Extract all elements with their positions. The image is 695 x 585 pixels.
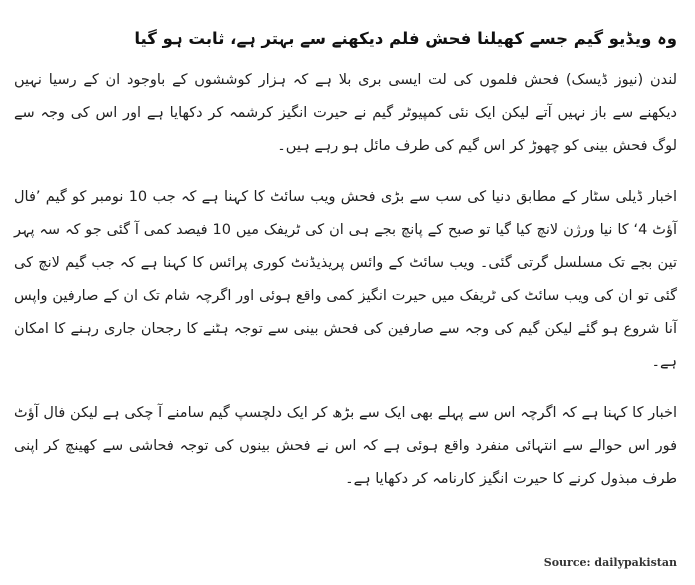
article-headline: وہ ویڈیو گیم جسے کھیلنا فحش فلم دیکھنے سے بہتر ہے، ثابت ہو گیا <box>134 29 677 48</box>
article-paragraph-2: اخبار ڈیلی سٹار کے مطابق دنیا کی سب سے بڑی فحش ویب سائٹ کا کہنا ہے کہ جب 10 نومبر کو گیم ’فال آؤٹ 4‘ کا نیا ورژن لانچ کیا گیا تو صبح کے پانچ بجے ہی ان کی ٹریفک میں 10 فیصد کمی آ گئی جو کہ سہ پہر تین بجے تک مسلسل گرتی گئی۔ ویب سائٹ کے وائس پریذیڈنٹ کوری پرائس کا کہنا ہے کہ جب گیم لانچ کی گئی تو ان کی ویب سائٹ کی ٹریفک میں حیرت انگیز کمی واقع ہوئی اور اگرچہ شام تک ان کے صارفین واپس آنا شروع ہو گئے لیکن گیم کی وجہ سے صارفین کی فحش بینی سے توجہ ہٹنے کا رجحان جاری رہنے کا امکان ہے۔ <box>14 189 677 370</box>
article-paragraph-1: لندن (نیوز ڈیسک) فحش فلموں کی لت ایسی بری بلا ہے کہ ہزار کوششوں کے باوجود ان کے رسیا نہیں دیکھنے سے باز نہیں آتے لیکن ایک نئی کمپیوٹر گیم نے حیرت انگیز کرشمہ کر دکھایا ہے اور اس کی وجہ سے لوگ فحش بینی کو چھوڑ کر اس گیم کی طرف مائل ہو رہے ہیں۔ <box>14 72 677 154</box>
source-credit: Source: dailypakistan <box>543 556 677 569</box>
article-body <box>14 24 677 514</box>
article-paragraph-3: اخبار کا کہنا ہے کہ اگرچہ اس سے پہلے بھی ایک سے بڑھ کر ایک دلچسپ گیم سامنے آ چکی ہے لیکن فال آؤٹ فور اس حوالے سے انتہائی منفرد واقع ہوئی ہے کہ اس نے فحش بینوں کی توجہ فحاشی سے کھینچ کر اپنی طرف مبذول کرنے کا حیرت انگیز کارنامہ کر دکھایا ہے۔ <box>14 405 677 487</box>
